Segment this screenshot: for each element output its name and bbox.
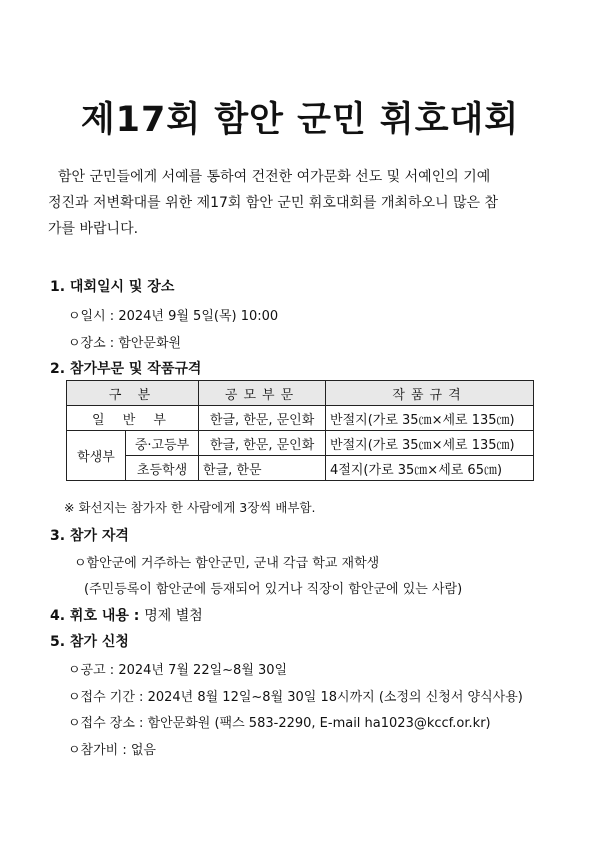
event-date: ㅇ일시 : 2024년 9월 5일(목) 10:00: [68, 309, 279, 324]
eligibility-line-1: ㅇ함안군에 거주하는 함안군민, 군내 각급 학교 재학생: [74, 556, 380, 571]
application-place: ㅇ접수 장소 : 함안문화원 (팩스 583-2290, E-mail ha1023@kccf.or.kr): [68, 716, 491, 731]
row-category: 초등학생: [126, 456, 199, 481]
document-title: 제17회 함안 군민 휘호대회: [80, 100, 520, 140]
application-period: ㅇ접수 기간 : 2024년 8월 12일~8월 30일 18시까지 (소정의 신청서 양식사용): [68, 690, 523, 705]
row-fields: 한글, 한문, 문인화: [199, 406, 326, 431]
event-place: ㅇ장소 : 함안문화원: [68, 336, 182, 351]
participation-fee: ㅇ참가비 : 없음: [68, 743, 156, 758]
notice-period: ㅇ공고 : 2024년 7월 22일~8월 30일: [68, 663, 288, 678]
eligibility-line-2: (주민등록이 함안군에 등재되어 있거나 직장이 함안군에 있는 사람): [84, 582, 463, 597]
intro-line-3: 가를 바랍니다.: [48, 221, 139, 237]
paper-note: ※ 화선지는 참가자 한 사람에게 3장씩 배부함.: [64, 500, 316, 515]
section-1-heading: 1. 대회일시 및 장소: [50, 279, 175, 295]
intro-line-1: 함안 군민들에게 서예를 통하여 건전한 여가문화 선도 및 서예인의 기예: [58, 169, 491, 185]
row-spec: 반절지(가로 35㎝×세로 135㎝): [326, 406, 534, 431]
row-fields: 한글, 한문: [199, 456, 326, 481]
row-category: 일 반 부: [67, 406, 199, 431]
section-3-heading: 3. 참가 자격: [50, 528, 129, 544]
section-4-content: 명제 별첨: [144, 608, 203, 624]
header-spec: 작품규격: [326, 381, 534, 406]
intro-line-2: 정진과 저변확대를 위한 제17회 함안 군민 휘호대회를 개최하오니 많은 참: [48, 195, 499, 211]
section-4-heading: [50, 605, 203, 625]
header-fields: 공모부문: [199, 381, 326, 406]
intro-paragraph: [48, 164, 568, 242]
table-row: [67, 406, 534, 431]
table-header-row: [67, 381, 534, 406]
row-fields: 한글, 한문, 문인화: [199, 431, 326, 456]
section-2-heading: 2. 참가부문 및 작품규격: [50, 361, 202, 377]
row-category: 중·고등부: [126, 431, 199, 456]
row-group: 학생부: [67, 431, 126, 481]
section-4-label: 4. 휘호 내용 :: [50, 608, 140, 624]
header-division: 구 분: [67, 381, 199, 406]
row-spec: 4절지(가로 35㎝×세로 65㎝): [326, 456, 534, 481]
table-row: [67, 456, 534, 481]
section-5-heading: 5. 참가 신청: [50, 634, 129, 650]
table-row: [67, 431, 534, 456]
row-spec: 반절지(가로 35㎝×세로 135㎝): [326, 431, 534, 456]
category-spec-table: [66, 380, 534, 481]
